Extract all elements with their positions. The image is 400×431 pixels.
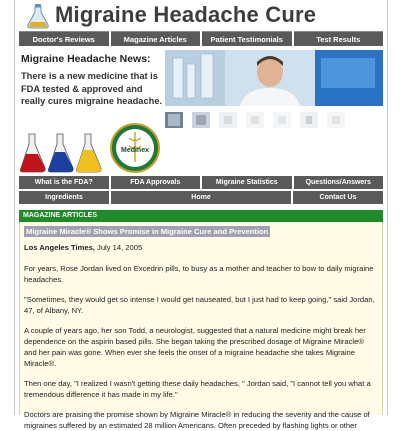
article-headline[interactable]: Migraine Miracle® Shows Promise in Migraine Cure and Prevention (26, 227, 269, 236)
yellow-flask-icon (76, 134, 101, 172)
doctor-lab-photo (165, 50, 383, 106)
nav-doctors-reviews[interactable]: Doctor's Reviews (19, 31, 109, 46)
thumbnail-5[interactable] (273, 112, 291, 128)
article (19, 222, 383, 430)
top-nav (19, 31, 383, 46)
nav-migraine-statistics[interactable]: Migraine Statistics (202, 176, 292, 189)
article-paragraph: Then one day, "I realized I wasn't getting these daily headaches, " Jordan said, "I cannot tell you what a tremendous difference it has made in my life." (24, 379, 371, 399)
thumbnail-1[interactable] (165, 112, 183, 128)
section-title: MAGAZINE ARTICLES (19, 210, 383, 222)
photo-thumbnails (165, 112, 383, 130)
flasks-and-badge-image (21, 118, 163, 173)
thumbnail-7[interactable] (327, 112, 345, 128)
news-title: Migraine Headache News: (21, 53, 151, 65)
article-paragraph: For years, Rose Jordan lived on Excedrin pills, to busy as a mother and teacher to bow to daily migraine headaches. (24, 264, 374, 284)
nav-what-is-fda[interactable]: What is the FDA? (19, 176, 109, 189)
article-paragraph: "Sometimes, they would get so intense I would get nauseated, but I just had to keep going," said Jordan, 47, of Albany, NY. (24, 295, 375, 315)
nav-fda-approvals[interactable]: FDA Approvals (111, 176, 201, 189)
nav-patient-testimonials[interactable]: Patient Testimonials (202, 31, 292, 46)
news-panel (21, 53, 163, 108)
badge-label: Medinex (120, 147, 150, 154)
test-tube-logo-icon (25, 3, 51, 29)
article-source: Los Angeles Times, (24, 243, 95, 252)
news-body: There is a new medicine that is FDA tested & approved and really cures migraine headache. (21, 71, 163, 106)
thumbnail-4[interactable] (246, 112, 264, 128)
thumbnail-3[interactable] (219, 112, 237, 128)
nav-magazine-articles[interactable]: Magazine Articles (111, 31, 201, 46)
sub-nav-row-1 (19, 176, 383, 189)
article-dateline (24, 242, 378, 253)
red-flask-icon (20, 134, 45, 172)
site-title: Migraine Headache Cure (55, 2, 317, 27)
article-paragraph: A couple of years ago, her son Todd, a neurologist, suggested that a natural medicine might break her dependence on the aspirin based pills. She began taking the prescribed dosage of Migraine Miracle® and her pain was gone. When ever she feels the onset of a migraine headache she takes Migraine Miracle®. (24, 326, 366, 368)
blue-flask-icon (48, 134, 73, 172)
sub-nav (19, 176, 383, 206)
nav-contact-us[interactable]: Contact Us (293, 191, 383, 204)
nav-questions-answers[interactable]: Questions/Answers (294, 176, 384, 189)
nav-ingredients[interactable]: Ingredients (19, 191, 109, 204)
article-paragraph: Doctors are praising the promise shown by Migraine Miracle® in reducing the severity and the cause of migraines suffered by an estimated 28 million Americans. Often preceded by flashing lights or other (24, 410, 370, 430)
sub-nav-row-2 (19, 191, 383, 204)
nav-home[interactable]: Home (111, 191, 291, 204)
nav-test-results[interactable]: Test Results (294, 31, 384, 46)
thumbnail-6[interactable] (300, 112, 318, 128)
header (15, 0, 387, 30)
article-date: July 14, 2005 (97, 243, 143, 252)
thumbnail-2[interactable] (192, 112, 210, 128)
page (14, 0, 388, 430)
